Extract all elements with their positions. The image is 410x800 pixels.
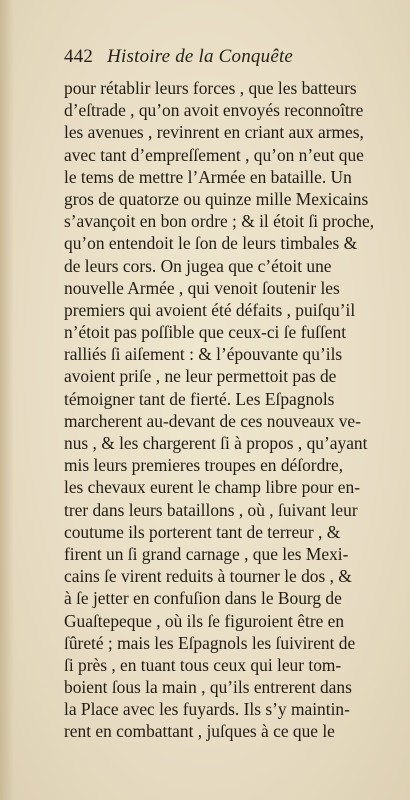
text-line: s’avançoit en bon ordre ; & il étoit ſi proche, (64, 211, 375, 232)
text-line: témoigner tant de fierté. Les Eſpagnols (64, 388, 335, 409)
text-line: avoient priſe , ne leur permettoit pas de (64, 366, 337, 387)
text-line: le tems de mettre l’Armée en bataille. Un (64, 166, 352, 187)
running-title: Histoire de la Conquête (107, 46, 294, 67)
text-line: ſi près , en tuant tous ceux qui leur tom- (64, 654, 342, 675)
text-line: n’étoit pas poſſible que ceux-ci ſe fuſſent (64, 322, 347, 343)
text-line: trer dans leurs bataillons , où , ſuivant leur (64, 499, 358, 520)
text-line: les chevaux eurent le champ libre pour en- (64, 477, 360, 498)
text-line: boient ſous la main , qu’ils entrerent dans (64, 677, 352, 698)
text-line: qu’on entendoit le ſon de leurs timbales & (64, 233, 358, 254)
text-line: d’eſtrade , qu’on avoit envoyés reconnoître (64, 100, 364, 121)
text-line: ſûreté ; mais les Eſpagnols les ſuivirent de (64, 632, 356, 653)
text-line: mis leurs premieres troupes en déſordre, (64, 455, 344, 476)
text-line: de leurs cors. On jugea que c’étoit une (64, 255, 332, 276)
text-line: nus , & les chargerent ſi à propos , qu’ayant (64, 433, 368, 453)
text-line: la Place avec les fuyards. Ils s’y maintin- (64, 699, 350, 720)
text-line: les avenues , revinrent en criant aux armes, (64, 122, 364, 143)
text-line: cains ſe virent reduits à tourner le dos , & (64, 566, 352, 587)
text-line: Guaſtepeque , où ils ſe figuroient être en (64, 610, 345, 631)
text-line: gros de quatorze ou quinze mille Mexicains (64, 188, 369, 209)
text-line: rent en combattant , juſques à ce que le (64, 721, 335, 742)
text-line: à ſe jetter en confuſion dans le Bourg de (64, 588, 342, 609)
text-line: nouvelle Armée , qui venoit ſoutenir les (64, 277, 340, 298)
text-line: firent un ſi grand carnage , que les Mexi- (64, 543, 349, 564)
text-line: pour rétablir leurs forces , que les batteurs (64, 78, 357, 98)
page-number: 442 (64, 46, 94, 67)
text-line: avec tant d’empreſſement , qu’on n’eut que (64, 144, 364, 165)
text-line: ralliés ſi aiſement : & l’épouvante qu’ils (64, 344, 343, 365)
text-line: marcherent au-devant de ces nouveaux ve- (64, 410, 361, 431)
body-text (64, 77, 402, 743)
running-head (64, 46, 293, 68)
text-line: coutume ils porterent tant de terreur , & (64, 521, 341, 542)
text-line: premiers qui avoient été défaits , puiſqu’il (64, 299, 356, 320)
page-gutter-shadow (0, 0, 14, 800)
